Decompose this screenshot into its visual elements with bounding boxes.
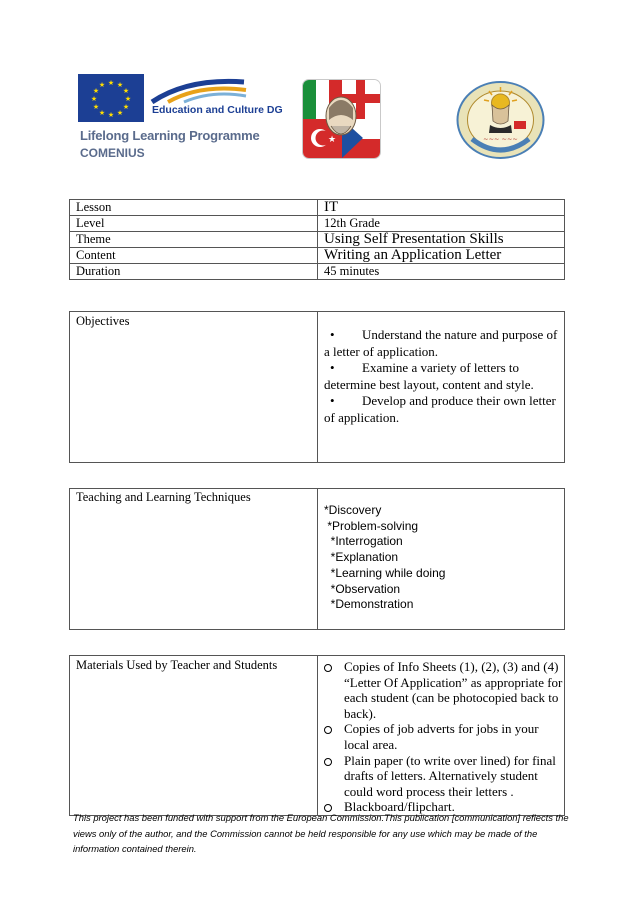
svg-text:★: ★ bbox=[122, 103, 130, 111]
info-value: Writing an Application Letter bbox=[318, 248, 565, 264]
svg-text:★: ★ bbox=[98, 81, 106, 89]
bullet-icon: • bbox=[330, 327, 335, 342]
lesson-info-table bbox=[69, 199, 565, 280]
objective-text: Examine a variety of letters to bbox=[362, 360, 520, 375]
technique-item: *Observation bbox=[324, 581, 401, 596]
technique-item: *Discovery bbox=[324, 503, 382, 517]
materials-list bbox=[324, 659, 564, 815]
materials-cell bbox=[318, 656, 565, 816]
material-text: Copies of job adverts for jobs in your local area. bbox=[344, 721, 539, 752]
svg-text:★: ★ bbox=[327, 135, 337, 145]
material-text: Blackboard/flipchart. bbox=[344, 799, 455, 815]
svg-text:~~~ ~~~: ~~~ ~~~ bbox=[483, 135, 518, 143]
svg-text:★: ★ bbox=[90, 95, 98, 103]
info-row bbox=[70, 264, 565, 280]
info-value: IT bbox=[318, 200, 565, 216]
objective-item bbox=[324, 393, 558, 426]
svg-text:★: ★ bbox=[98, 109, 106, 117]
material-item bbox=[324, 721, 564, 752]
objective-text-cont: a letter of application. bbox=[324, 343, 439, 359]
bullet-icon: • bbox=[330, 360, 335, 375]
info-label: Lesson bbox=[70, 200, 318, 216]
bullet-icon bbox=[324, 758, 332, 766]
objective-text: Develop and produce their own letter bbox=[362, 393, 556, 408]
technique-item: *Demonstration bbox=[324, 597, 414, 612]
education-culture-text: Education and Culture DG bbox=[152, 104, 283, 116]
svg-text:★: ★ bbox=[107, 111, 115, 119]
objective-text: Understand the nature and purpose of bbox=[362, 327, 558, 342]
materials-label: Materials Used by Teacher and Students bbox=[70, 656, 318, 816]
techniques-list bbox=[324, 503, 564, 613]
material-item bbox=[324, 753, 564, 800]
info-value: 45 minutes bbox=[318, 264, 565, 280]
info-label: Theme bbox=[70, 232, 318, 248]
materials-table bbox=[69, 655, 565, 816]
objective-item bbox=[324, 327, 558, 360]
bullet-icon: • bbox=[330, 393, 335, 408]
svg-text:★: ★ bbox=[116, 81, 124, 89]
objectives-label: Objectives bbox=[70, 312, 318, 463]
techniques-label: Teaching and Learning Techniques bbox=[70, 489, 318, 630]
education-culture-swoosh-icon bbox=[148, 74, 248, 104]
objectives-table bbox=[69, 311, 565, 463]
info-row bbox=[70, 232, 565, 248]
techniques-cell bbox=[318, 489, 565, 630]
material-item bbox=[324, 659, 564, 721]
info-row bbox=[70, 216, 565, 232]
technique-item: *Problem-solving bbox=[324, 518, 419, 533]
info-row bbox=[70, 248, 565, 264]
funding-disclaimer: This project has been funded with support from the European Commission.This publication [communication] reflects the views only of the author, and the Commission cannot be held responsible for any use which may be made of the information contained therein. bbox=[73, 812, 569, 854]
partner-flags-portrait-icon bbox=[303, 80, 380, 158]
svg-text:★: ★ bbox=[116, 109, 124, 117]
svg-text:★: ★ bbox=[107, 79, 115, 87]
material-text: Copies of Info Sheets (1), (2), (3) and (4) “Letter Of Application” as appropriate for each student (can be photocopied back to back). bbox=[344, 659, 563, 721]
eu-flag-icon bbox=[78, 74, 144, 122]
info-label: Duration bbox=[70, 264, 318, 280]
bullet-icon bbox=[324, 664, 332, 672]
llp-text: Lifelong Learning Programme bbox=[80, 128, 260, 143]
info-value: 12th Grade bbox=[318, 216, 565, 232]
info-label: Level bbox=[70, 216, 318, 232]
bullet-icon bbox=[324, 726, 332, 734]
eu-llp-logo bbox=[78, 74, 283, 164]
anadolu-lisesi-seal-icon bbox=[456, 81, 545, 159]
svg-text:★: ★ bbox=[92, 87, 100, 95]
objectives-cell bbox=[318, 312, 565, 463]
svg-text:★: ★ bbox=[122, 87, 130, 95]
comenius-text: COMENIUS bbox=[80, 146, 145, 160]
objective-text-cont: of application. bbox=[324, 409, 400, 425]
technique-item: *Learning while doing bbox=[324, 565, 446, 580]
svg-text:★: ★ bbox=[124, 95, 132, 103]
info-row bbox=[70, 200, 565, 216]
technique-item: *Explanation bbox=[324, 550, 399, 565]
techniques-table bbox=[69, 488, 565, 630]
material-text: Plain paper (to write over lined) for final drafts of letters. Alternatively student could word process their letters . bbox=[344, 752, 556, 799]
technique-item: *Interrogation bbox=[324, 534, 403, 549]
info-value: Using Self Presentation Skills bbox=[318, 232, 565, 248]
objective-text-cont: determine best layout, content and style. bbox=[324, 376, 534, 392]
objectives-list bbox=[324, 327, 558, 426]
svg-text:★: ★ bbox=[92, 103, 100, 111]
objective-item bbox=[324, 360, 558, 393]
info-label: Content bbox=[70, 248, 318, 264]
